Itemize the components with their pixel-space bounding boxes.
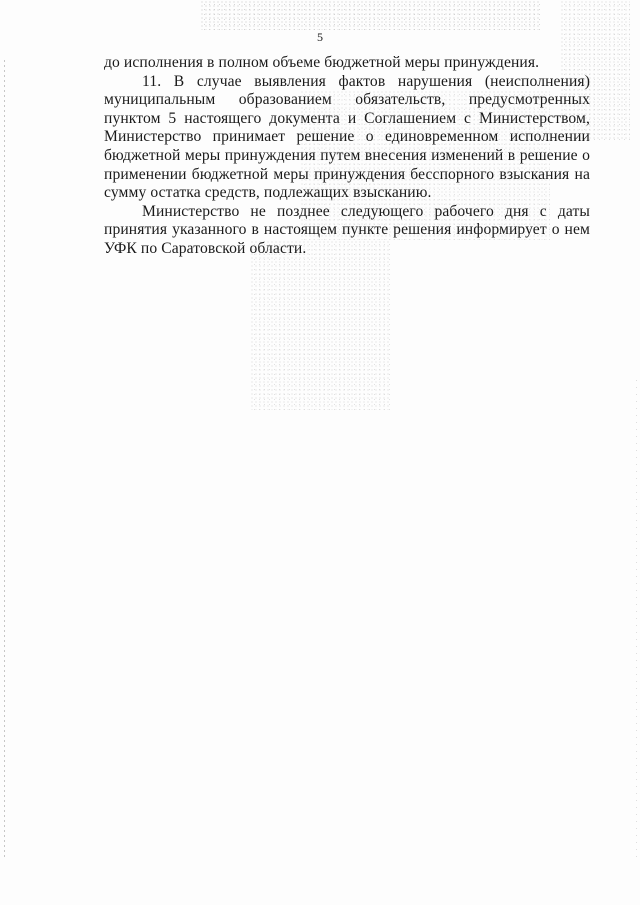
paragraph-item-11: 11. В случае выявления фактов нарушения (неисполнения) муниципальным образованием обязательств, предусмотренных пунктом 5 настоящего документа и Соглашением с Министерством, Министерство принимает решение о единовременном исполнении бюджетной меры принуждения путем внесения изменений в решение о применении бюджетной меры принуждения бесспорного взыскания на сумму остатка средств, подлежащих взысканию. bbox=[104, 72, 590, 202]
scan-noise bbox=[200, 0, 540, 30]
paragraph-continuation: до исполнения в полном объеме бюджетной меры принуждения. bbox=[104, 54, 540, 71]
scan-edge-artifact bbox=[636, 380, 637, 860]
body-text bbox=[104, 54, 590, 259]
page-number: 5 bbox=[317, 30, 323, 44]
scan-edge-artifact bbox=[4, 60, 5, 860]
paragraph-ministry-notice: Министерство не позднее следующего рабочего дня с даты принятия указанного в настоящем пункте решения информирует о нем УФК по Саратовской области. bbox=[104, 202, 590, 257]
scan-noise bbox=[250, 240, 390, 410]
